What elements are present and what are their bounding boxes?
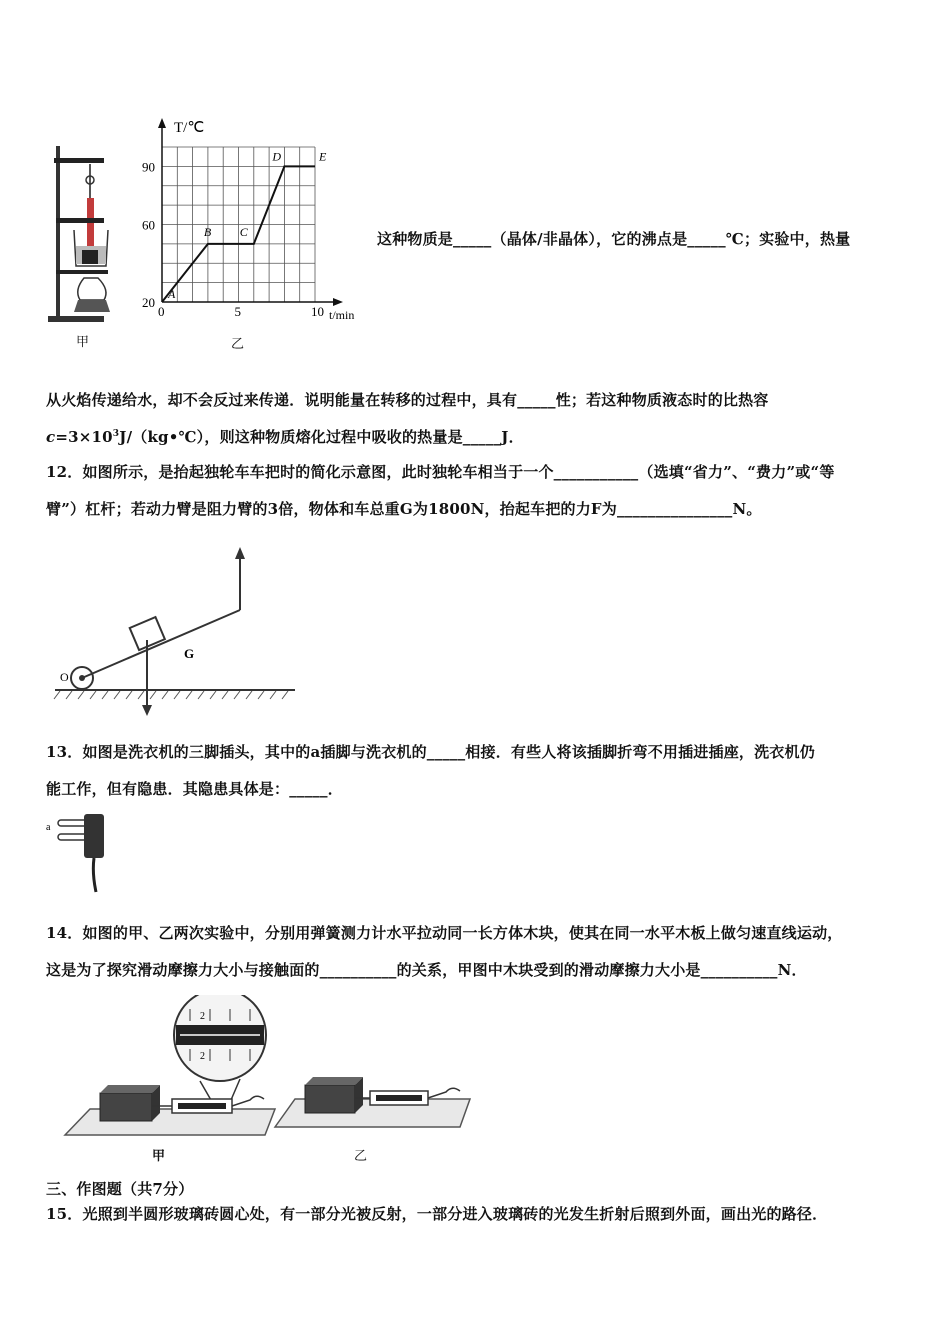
q12-line2: 臂”）杠杆；若动力臂是阻力臂的3倍，物体和车总重G为1800N，抬起车把的力F为_______________N。 bbox=[46, 500, 762, 518]
specific-heat-exponent: 3 bbox=[112, 429, 120, 439]
x-tick-label: 0 bbox=[158, 304, 165, 319]
y-axis-arrow bbox=[158, 118, 166, 128]
point-label: E bbox=[319, 149, 327, 164]
x-axis-arrow bbox=[333, 298, 343, 306]
q14-line1: 14．如图的甲、乙两次实验中，分别用弹簧测力计水平拉动同一长方体木块，使其在同一水平木板上做匀速直线运动， bbox=[46, 924, 843, 942]
y-axis-label: T/℃ bbox=[174, 120, 205, 136]
figure-caption-jia-q14: 甲 bbox=[152, 1149, 166, 1164]
q15-line1: 15．光照到半圆形玻璃砖圆心处，有一部分光被反射，一部分进入玻璃砖的光发生折射后照到外面，画出光的路径． bbox=[46, 1205, 828, 1223]
wheelbarrow-lever-figure bbox=[50, 545, 300, 720]
point-label: C bbox=[239, 224, 248, 239]
x-tick-label: 10 bbox=[311, 304, 324, 319]
q14-line2: 这是为了探究滑动摩擦力大小与接触面的__________的关系，甲图中木块受到的滑动摩擦力大小是__________N． bbox=[46, 961, 807, 979]
q11-line3 bbox=[46, 426, 524, 447]
figure-caption-yi-q14: 乙 bbox=[354, 1149, 368, 1164]
temperature-time-chart bbox=[130, 112, 370, 337]
gravity-label: G bbox=[184, 646, 195, 661]
point-label: D bbox=[272, 149, 282, 164]
three-pin-plug-figure bbox=[44, 808, 114, 896]
figure-caption-yi: 乙 bbox=[231, 337, 245, 352]
figure-caption-jia: 甲 bbox=[76, 335, 90, 350]
y-tick-label: 60 bbox=[142, 217, 155, 233]
pin-a-label: a bbox=[46, 822, 51, 833]
q13-line1: 13．如图是洗衣机的三脚插头，其中的a插脚与洗衣机的_____相接．有些人将该插脚折弯不用插进插座，洗衣机仍 bbox=[46, 743, 815, 761]
x-axis-label: t/min bbox=[329, 308, 355, 322]
y-tick-label: 90 bbox=[142, 159, 155, 175]
y-tick-label: 20 bbox=[142, 295, 155, 310]
q12-line1: 12．如图所示，是抬起独轮车车把时的简化示意图，此时独轮车相当于一个___________（选填“省力”、“费力”或“等 bbox=[46, 463, 835, 481]
point-label: A bbox=[168, 287, 176, 301]
q11-line2: 从火焰传递给水，却不会反过来传递．说明能量在转移的过程中，具有_____性；若这种物质液态时的比热容 bbox=[46, 391, 769, 409]
friction-experiment-figure bbox=[60, 995, 480, 1165]
specific-heat-rest: J/（kg•℃），则这种物质熔化过程中吸收的热量是_____J． bbox=[119, 428, 524, 446]
x-tick-label: 5 bbox=[234, 304, 241, 319]
apparatus-figure bbox=[44, 140, 114, 325]
q13-line2: 能工作，但有隐患．其隐患具体是：_____． bbox=[46, 780, 343, 798]
specific-heat-eq: =3×10 bbox=[55, 428, 113, 446]
specific-heat-symbol: c bbox=[46, 428, 56, 446]
gauge-bottom-reading: 2 bbox=[200, 1051, 205, 1062]
q11-line1: 这种物质是_____（晶体/非晶体），它的沸点是_____℃；实验中，热量 bbox=[377, 230, 851, 248]
point-label: B bbox=[203, 224, 212, 239]
fulcrum-label: O bbox=[60, 670, 69, 684]
section-heading: 三、作图题（共7分） bbox=[46, 1180, 194, 1198]
gauge-top-reading: 2 bbox=[200, 1011, 205, 1022]
